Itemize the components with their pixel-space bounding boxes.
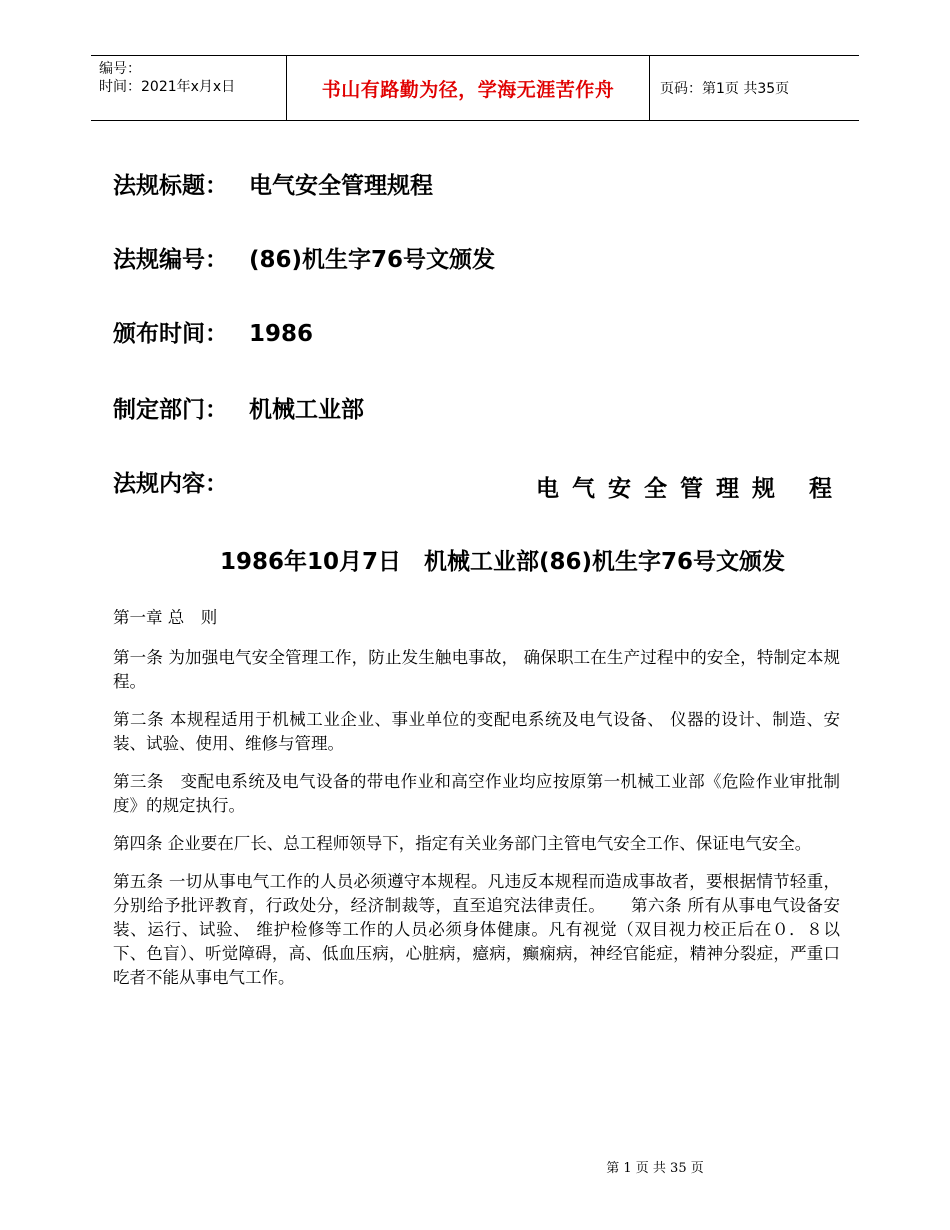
- meta-content-label: 法规内容：: [113, 471, 228, 497]
- time-label: 时间：2021年x月x日: [99, 79, 236, 95]
- page-info: 页码：第1页 共35页: [660, 81, 790, 97]
- meta-date-value: 1986: [249, 321, 314, 347]
- motto-text: 书山有路勤为径，学海无涯苦作舟: [321, 78, 615, 101]
- meta-title-row: [113, 172, 433, 200]
- page-footer: 第 1 页 共 35 页: [606, 1161, 704, 1176]
- meta-dept-label: 制定部门：: [113, 397, 228, 423]
- meta-number-label: 法规编号：: [113, 247, 228, 273]
- regulation-title: 电气安全管理规 程: [536, 476, 846, 502]
- page-header: [91, 55, 859, 121]
- meta-content-row: [113, 470, 249, 498]
- meta-number-value: (86)机生字76号文颁发: [249, 247, 496, 273]
- meta-date-row: [113, 320, 313, 348]
- meta-title-value: 电气安全管理规程: [249, 173, 433, 199]
- article-paragraph: 第五条 一切从事电气工作的人员必须遵守本规程。凡违反本规程而造成事故者，要根据情节轻重，分别给予批评教育，行政处分，经济制裁等，直至追究法律责任。 第六条 所有从事电气设备安装、运行、试验、 维护检修等工作的人员必须身体健康。凡有视觉（双目视力校正后在０．８以下、色盲）、听觉障碍，高、低血压病，心脏病，癔病，癫痫病，神经官能症，精神分裂症，严重口吃者不能从事电气工作。: [113, 872, 840, 987]
- article-paragraph: 第一条 为加强电气安全管理工作，防止发生触电事故， 确保职工在生产过程中的安全，特制定本规程。: [113, 648, 840, 691]
- article-paragraph: 第三条 变配电系统及电气设备的带电作业和高空作业均应按原第一机械工业部《危险作业审批制度》的规定执行。: [113, 772, 840, 815]
- article-paragraph: 第二条 本规程适用于机械工业企业、事业单位的变配电系统及电气设备、 仪器的设计、制造、安装、试验、使用、维修与管理。: [113, 710, 840, 753]
- serial-label: 编号：: [99, 61, 141, 77]
- article-paragraph: 第四条 企业要在厂长、总工程师领导下，指定有关业务部门主管电气安全工作、保证电气安全。: [113, 834, 812, 853]
- header-meta-cell: [91, 56, 287, 120]
- meta-date-label: 颁布时间：: [113, 321, 228, 347]
- header-motto-cell: [287, 56, 650, 120]
- header-page-cell: [650, 56, 859, 120]
- regulation-body: [113, 606, 840, 1004]
- issue-subtitle: 1986年10月7日 机械工业部(86)机生字76号文颁发: [219, 549, 786, 575]
- meta-title-label: 法规标题：: [113, 173, 228, 199]
- meta-dept-row: [113, 396, 364, 424]
- chapter-heading: 第一章 总 则: [113, 608, 218, 627]
- meta-number-row: [113, 246, 495, 274]
- meta-dept-value: 机械工业部: [249, 397, 364, 423]
